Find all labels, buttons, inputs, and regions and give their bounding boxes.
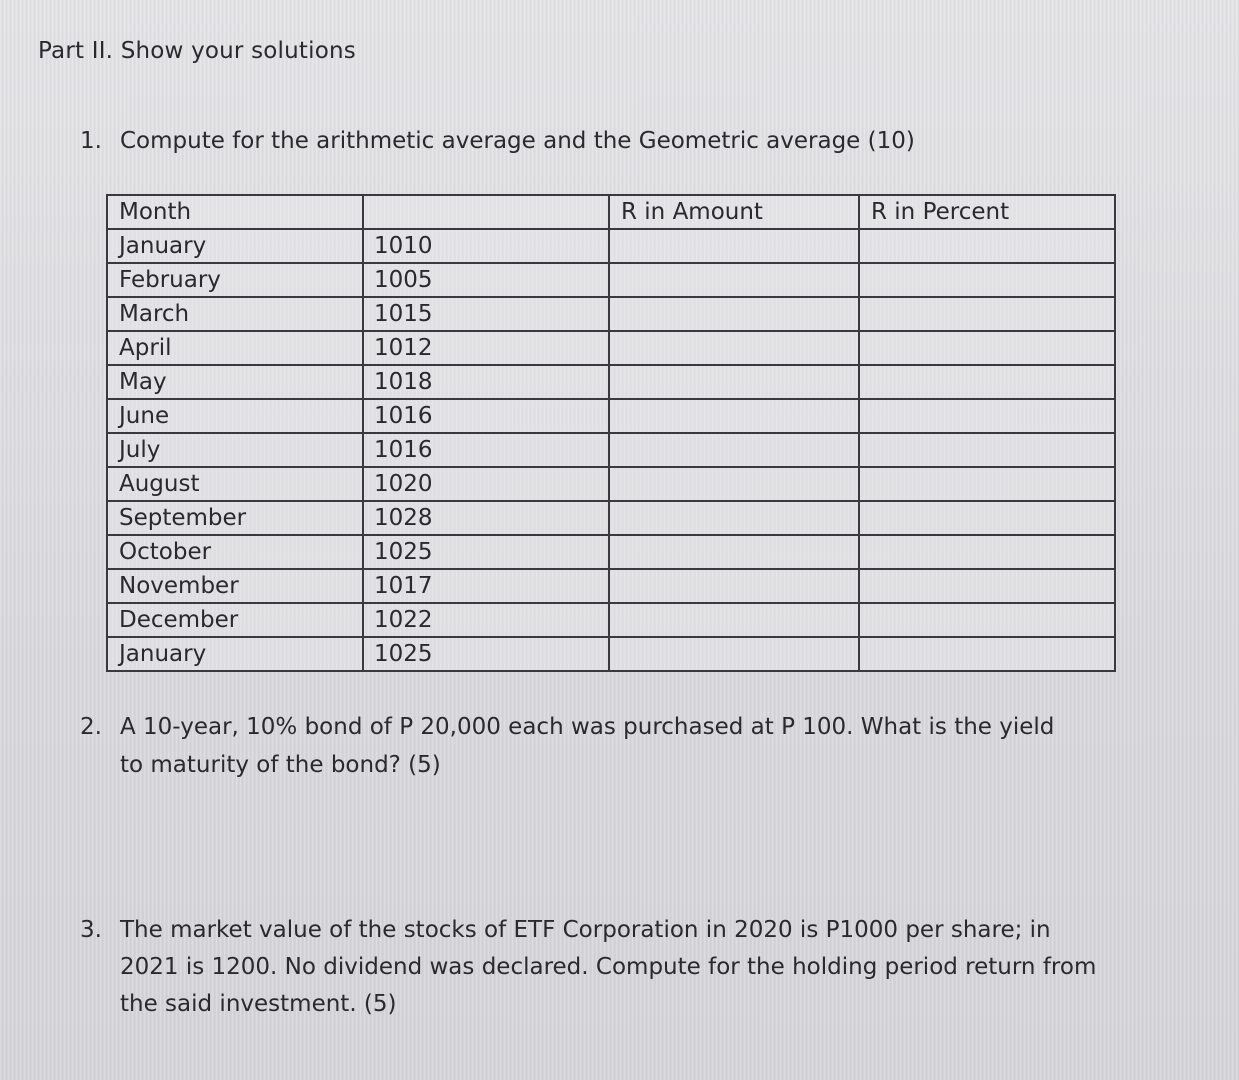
r-percent-cell — [859, 603, 1115, 637]
header-month: Month — [107, 195, 363, 229]
month-cell: October — [107, 535, 363, 569]
header-r-percent: R in Percent — [859, 195, 1115, 229]
r-amount-cell — [609, 229, 859, 263]
r-amount-cell — [609, 331, 859, 365]
table-row — [107, 331, 1115, 365]
month-cell: November — [107, 569, 363, 603]
r-percent-cell — [859, 263, 1115, 297]
question-2-number: 2. — [80, 714, 102, 740]
r-percent-cell — [859, 331, 1115, 365]
table-row — [107, 501, 1115, 535]
month-cell: June — [107, 399, 363, 433]
r-percent-cell — [859, 569, 1115, 603]
r-amount-cell — [609, 535, 859, 569]
r-amount-cell — [609, 433, 859, 467]
table-row — [107, 399, 1115, 433]
value-cell: 1015 — [363, 297, 609, 331]
r-percent-cell — [859, 229, 1115, 263]
value-cell: 1022 — [363, 603, 609, 637]
value-cell: 1016 — [363, 399, 609, 433]
value-cell: 1028 — [363, 501, 609, 535]
r-amount-cell — [609, 569, 859, 603]
month-cell: March — [107, 297, 363, 331]
r-amount-cell — [609, 637, 859, 671]
r-percent-cell — [859, 467, 1115, 501]
r-amount-cell — [609, 399, 859, 433]
month-cell: January — [107, 637, 363, 671]
value-cell: 1010 — [363, 229, 609, 263]
value-cell: 1018 — [363, 365, 609, 399]
month-cell: January — [107, 229, 363, 263]
question-1-number: 1. — [80, 128, 102, 154]
table-row — [107, 603, 1115, 637]
question-3 — [80, 912, 1110, 1023]
value-cell: 1020 — [363, 467, 609, 501]
value-cell: 1005 — [363, 263, 609, 297]
table-header-row — [107, 195, 1115, 229]
month-cell: February — [107, 263, 363, 297]
question-3-text: The market value of the stocks of ETF Corporation in 2020 is P1000 per share; in 2021 is 1200. No dividend was declared. Compute for the holding period return from the said investment. (5) — [120, 917, 1097, 1017]
r-percent-cell — [859, 399, 1115, 433]
r-amount-cell — [609, 297, 859, 331]
table-row — [107, 569, 1115, 603]
r-percent-cell — [859, 297, 1115, 331]
r-amount-cell — [609, 263, 859, 297]
month-cell: April — [107, 331, 363, 365]
month-cell: December — [107, 603, 363, 637]
value-cell: 1017 — [363, 569, 609, 603]
header-value — [363, 195, 609, 229]
value-cell: 1025 — [363, 535, 609, 569]
table-row — [107, 263, 1115, 297]
part-title: Part II. Show your solutions — [38, 38, 356, 64]
table-row — [107, 297, 1115, 331]
table-row — [107, 365, 1115, 399]
month-cell: August — [107, 467, 363, 501]
table-row — [107, 535, 1115, 569]
month-cell: May — [107, 365, 363, 399]
r-percent-cell — [859, 433, 1115, 467]
month-cell: July — [107, 433, 363, 467]
r-amount-cell — [609, 501, 859, 535]
r-amount-cell — [609, 467, 859, 501]
value-cell: 1016 — [363, 433, 609, 467]
r-percent-cell — [859, 535, 1115, 569]
question-1 — [80, 122, 1180, 160]
r-percent-cell — [859, 365, 1115, 399]
returns-table — [106, 194, 1114, 670]
month-cell: September — [107, 501, 363, 535]
value-cell: 1012 — [363, 331, 609, 365]
question-3-number: 3. — [80, 917, 102, 943]
question-2 — [80, 708, 1080, 784]
r-amount-cell — [609, 603, 859, 637]
r-percent-cell — [859, 501, 1115, 535]
question-1-text: Compute for the arithmetic average and the Geometric average (10) — [120, 128, 915, 154]
table-row — [107, 433, 1115, 467]
table-row — [107, 637, 1115, 671]
header-r-amount: R in Amount — [609, 195, 859, 229]
table-row — [107, 229, 1115, 263]
r-percent-cell — [859, 637, 1115, 671]
value-cell: 1025 — [363, 637, 609, 671]
question-2-text: A 10-year, 10% bond of P 20,000 each was purchased at P 100. What is the yield to maturity of the bond? (5) — [120, 714, 1055, 778]
r-amount-cell — [609, 365, 859, 399]
table-row — [107, 467, 1115, 501]
